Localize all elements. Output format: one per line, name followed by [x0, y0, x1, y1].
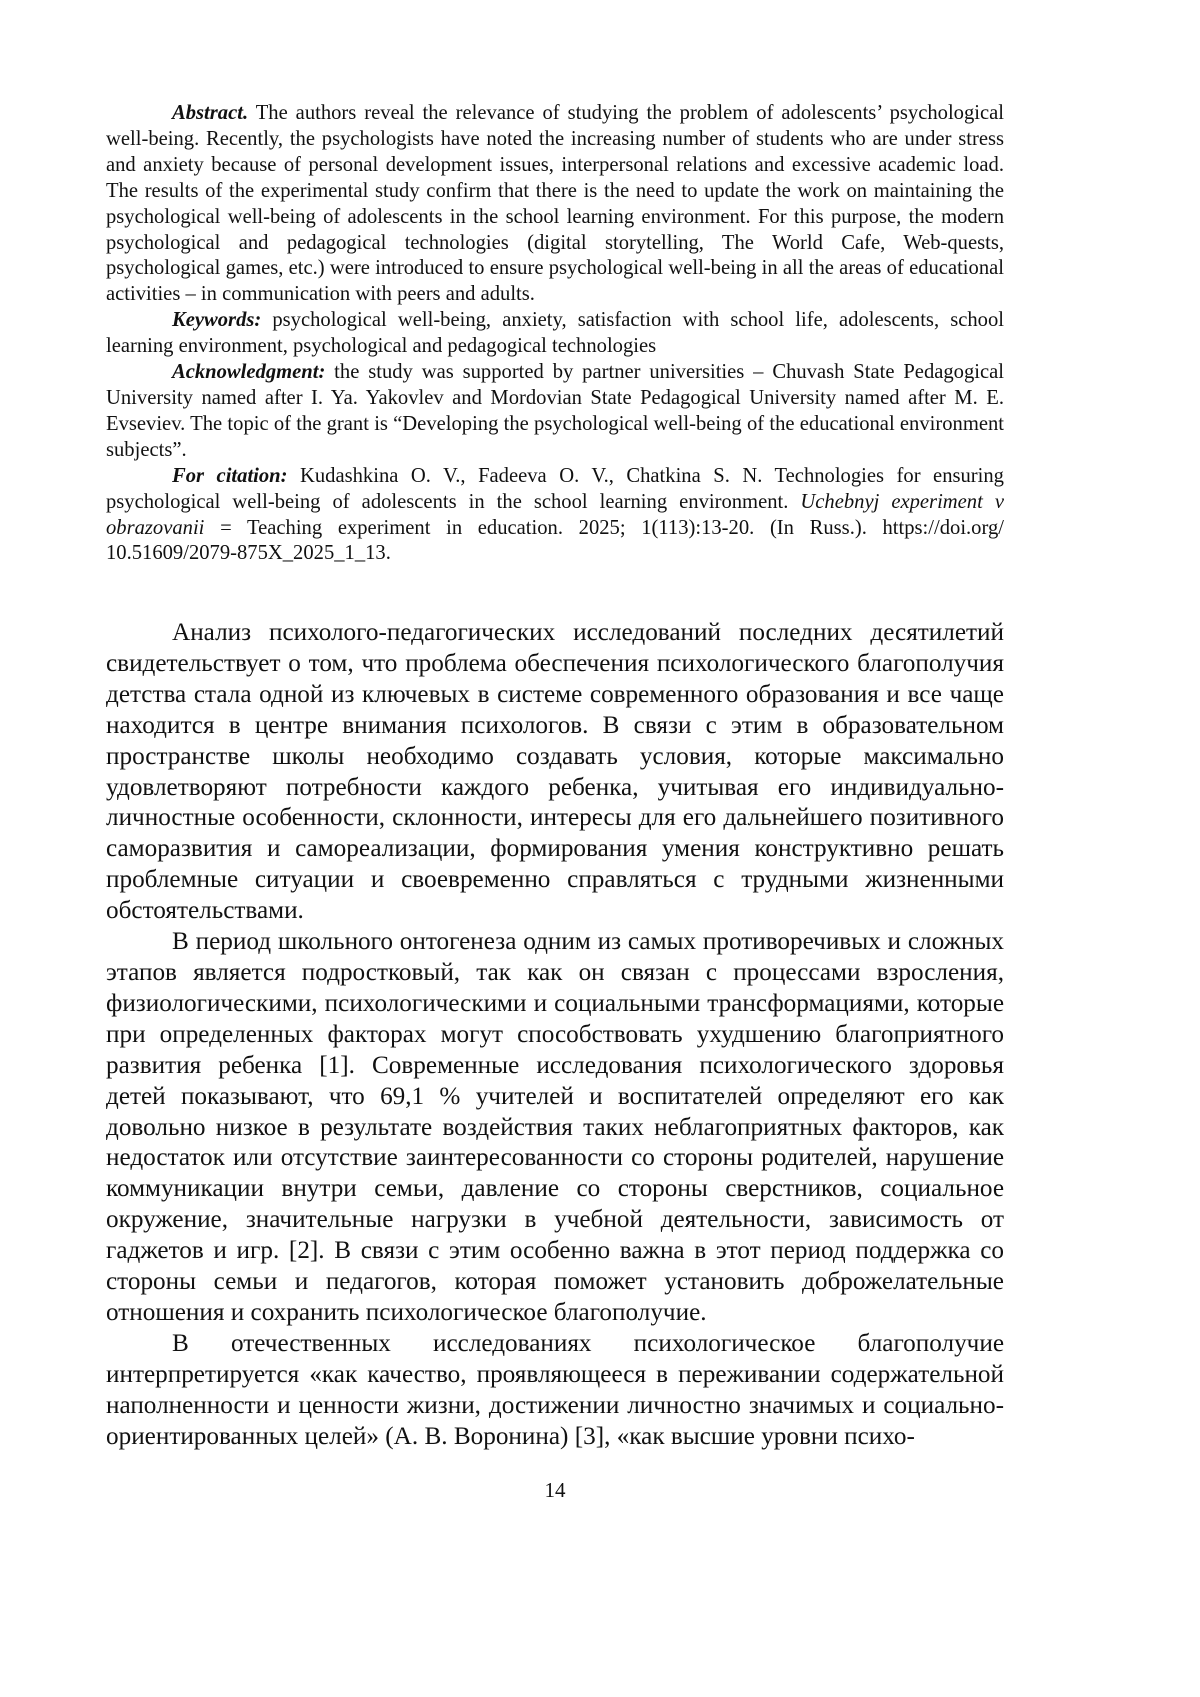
acknowledgment-text: the study was supported by partner universities – Chuvash State Pedagogical University named after I. Ya. Yakovlev and Mordovian State Pedagogical University named after M. E. Evseviev. The topic of the grant is “Developing the psychological well-being of the educational environment subjects”. [106, 361, 1004, 461]
citation-text: Kudashkina O. V., Fadeeva O. V., Chatkina S. N. Technologies for ensuring psychological well-being of adolescents in the school learning environment. [106, 464, 1004, 513]
page-number: 14 [544, 1478, 566, 1502]
abstract-section [106, 101, 1004, 567]
citation-paragraph [106, 464, 1004, 568]
acknowledgment-paragraph [106, 360, 1004, 464]
keywords-text: psychological well-being, anxiety, satisfaction with school life, adolescents, school learning environment, psychological and pedagogical technologies [106, 309, 1004, 358]
citation-journal: Uchebnyj experiment v obrazovanii [106, 490, 1004, 539]
abstract-paragraph [106, 101, 1004, 308]
citation-label: For citation: [172, 464, 288, 487]
body-paragraph: Анализ психолого-педагогических исследований последних десятилетий свидетельствует о том, что проблема обеспечения психологического благополучия детства стала одной из ключевых в системе современного образования и все чаще находится в центре внимания психологов. В связи с этим в образовательном пространстве школы необходимо создавать условия, которые максимально удовлетворяют потребности каждого ребенка, учитывая его индивидуально-личностные особенности, склонности, интересы для его дальнейшего позитивного саморазвития и самореализации, формирования умения конструктивно решать проблемные ситуации и своевременно справляться с трудными жизненными обстоятельствами. [106, 619, 1004, 925]
body-text [106, 618, 1004, 1452]
body-paragraph: В отечественных исследованиях психологическое благополучие интерпретируется «как качество, проявляющееся в переживании содержательной наполненности и ценности жизни, достижении личностно значимых и социально-ориентированных целей» (А. В. Воронина) [3], «как высшие уровни психо- [106, 1329, 1004, 1450]
abstract-text: The authors reveal the relevance of studying the problem of adolescents’ psychological well-being. Recently, the psychologists have noted the increasing number of students who are under stress and anxiety because of personal development issues, interpersonal relations and excessive academic load. The results of the experimental study confirm that there is the need to update the work on maintaining the psychological well-being of adolescents in the school learning environment. For this purpose, the modern psychological and pedagogical technologies (digital storytelling, The World Cafe, Web-quests, psychological games, etc.) were introduced to ensure psychological well-being in all the areas of educational activities – in communication with peers and adults. [106, 102, 1004, 306]
keywords-label: Keywords: [172, 309, 262, 332]
body-paragraph: В период школьного онтогенеза одним из самых противоречивых и сложных этапов является подростковый, так как он связан с процессами взросления, физиологическими, психологическими и социальными трансформациями, которые при определенных факторах могут способствовать ухудшению благоприятного развития ребенка [1]. Современные исследования психологического здоровья детей показывают, что 69,1 % учителей и воспитателей определяют его как довольно низкое в результате воздействия таких неблагоприятных факторов, как недостаток или отсутствие заинтересованности со стороны родителей, нарушение коммуникации внутри семьи, давление со стороны сверстников, социальное окружение, значительные нагрузки в учебной деятельности, зависимость от гаджетов и игр. [2]. В связи с этим особенно важна в этот период поддержка со стороны семьи и педагогов, которая поможет установить доброжелательные отношения и сохранить психологическое благополучие. [106, 928, 1004, 1326]
abstract-label: Abstract. [172, 102, 249, 124]
citation-text-after: = Teaching experiment in education. 2025; 1(113):13-20. (In Russ.). https://doi.org/ 10.51609/2079-875X_2025_1_13. [106, 516, 1004, 565]
acknowledgment-label: Acknowledgment: [172, 361, 326, 384]
keywords-paragraph [106, 308, 1004, 360]
